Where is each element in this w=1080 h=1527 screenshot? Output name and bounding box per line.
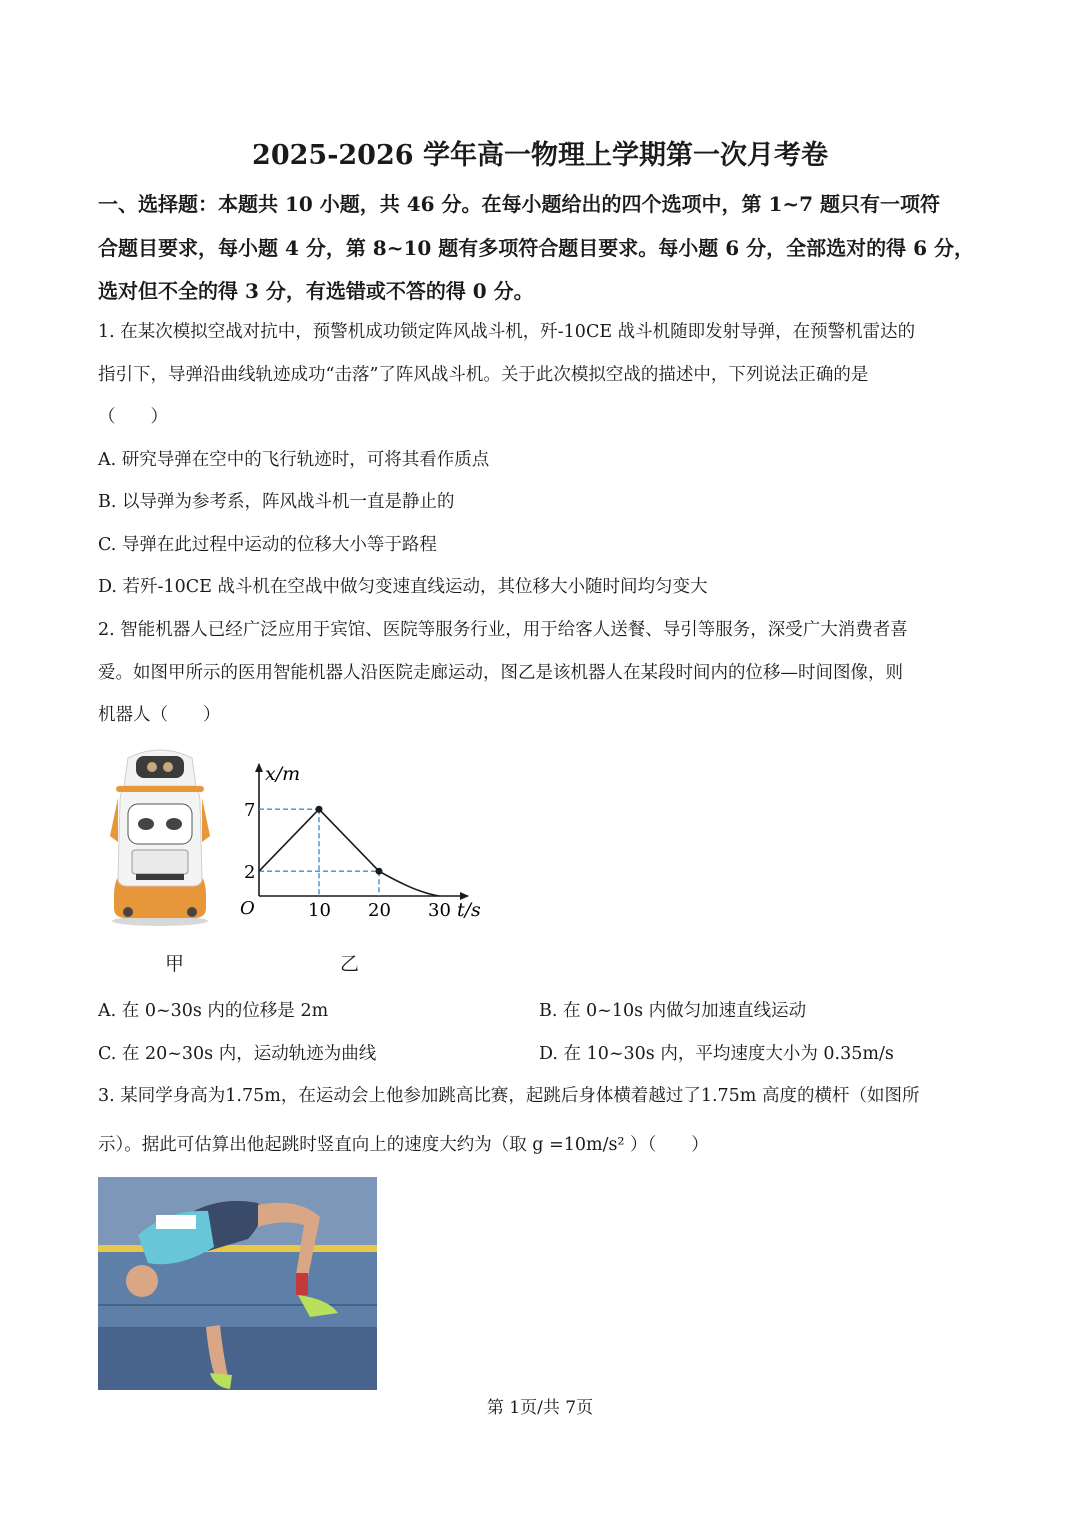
page-footer: 第 1页/共 7页	[486, 1398, 594, 1418]
section-heading-line-3: 选对但不全的得 3 分，有选错或不答的得 0 分。	[98, 279, 534, 303]
q1-stem-line-2: 指引下，导弹沿曲线轨迹成功“击落”了阵风战斗机。关于此次模拟空战的描述中，下列说法正确的是	[98, 365, 869, 385]
q1-option-d: D. 若歼-10CE 战斗机在空战中做匀变速直线运动，其位移大小随时间均匀变大	[98, 577, 708, 597]
q1-stem-line-3: （ ）	[98, 407, 168, 427]
robot-wheel-left	[123, 907, 133, 917]
q2-stem-line-2: 爱。如图甲所示的医用智能机器人沿医院走廊运动，图乙是该机器人在某段时间内的位移—时间图像，则	[98, 663, 903, 683]
x-t-curve	[379, 871, 439, 896]
y-axis-label: x/m	[265, 763, 301, 785]
section-heading-line-2: 合题目要求，每小题 4 分，第 8~10 题有多项符合题目要求。每小题 6 分，全部选对的得 6 分，	[98, 236, 974, 260]
q2-option-b: B. 在 0~10s 内做匀加速直线运动	[539, 1001, 807, 1021]
robot-nameplate	[136, 874, 184, 880]
athlete-sock	[296, 1273, 308, 1295]
robot-right-fin	[202, 798, 210, 842]
page-title: 2025-2026 学年高一物理上学期第一次月考卷	[252, 140, 828, 171]
robot-illustration	[106, 746, 214, 928]
q2-stem-line-3: 机器人（ ）	[98, 705, 221, 725]
figure-label-yi: 乙	[340, 953, 360, 975]
q1-option-b: B. 以导弹为参考系，阵风战斗机一直是静止的	[98, 492, 455, 512]
high-jump-photo	[98, 1177, 377, 1390]
q1-option-c: C. 导弹在此过程中运动的位移大小等于路程	[98, 535, 437, 555]
q3-stem-line-1: 3. 某同学身高为1.75m，在运动会上他参加跳高比赛，起跳后身体横着越过了1.75m 高度的横杆（如图所	[98, 1086, 920, 1106]
robot-left-fin	[110, 798, 118, 842]
section-heading-line-1: 一、选择题：本题共 10 小题，共 46 分。在每小题给出的四个选项中，第 1~7 题只有一项符	[98, 192, 941, 216]
x-tick-label-20: 20	[368, 900, 391, 921]
y-tick-label-2: 2	[244, 862, 256, 883]
figure-label-jia: 甲	[165, 953, 185, 975]
q1-option-a: A. 研究导弹在空中的飞行轨迹时，可将其看作质点	[98, 450, 490, 470]
photo-track	[98, 1327, 377, 1390]
x-t-graph	[232, 758, 492, 928]
x-t-segment-1	[319, 809, 379, 871]
q2-option-d: D. 在 10~30s 内，平均速度大小为 0.35m/s	[539, 1044, 894, 1064]
q2-option-a: A. 在 0~30s 内的位移是 2m	[98, 1001, 329, 1021]
robot-wheel-right	[187, 907, 197, 917]
x-t-point-0	[316, 806, 323, 813]
robot-visor	[136, 756, 184, 778]
q2-stem-line-1: 2. 智能机器人已经广泛应用于宾馆、医院等服务行业，用于给客人送餐、导引等服务，深受广大消费者喜	[98, 620, 908, 640]
robot-sensor-right	[166, 818, 182, 830]
x-t-segment-0	[259, 809, 319, 871]
robot-sensor-left	[138, 818, 154, 830]
robot-tray	[132, 850, 188, 874]
q1-stem-line-1: 1. 在某次模拟空战对抗中，预警机成功锁定阵风战斗机，歼-10CE 战斗机随即发射导弹，在预警机雷达的	[98, 322, 916, 342]
athlete-head	[126, 1265, 158, 1297]
robot-eye-right	[163, 762, 173, 772]
x-axis-label: t/s	[457, 899, 481, 921]
q2-option-c: C. 在 20~30s 内，运动轨迹为曲线	[98, 1044, 377, 1064]
x-tick-label-30: 30	[428, 900, 451, 921]
athlete-bib	[156, 1215, 196, 1229]
x-tick-label-10: 10	[308, 900, 331, 921]
robot-eye-left	[147, 762, 157, 772]
high-jump-bar	[98, 1245, 377, 1252]
y-tick-label-7: 7	[244, 800, 256, 821]
robot-orange-band	[116, 786, 204, 792]
robot-face-panel	[128, 804, 192, 844]
q3-stem-line-2: 示）。据此可估算出他起跳时竖直向上的速度大约为（取 g =10m/s² ）（ ）	[98, 1135, 709, 1155]
origin-label: O	[240, 898, 255, 919]
x-t-point-1	[376, 868, 383, 875]
